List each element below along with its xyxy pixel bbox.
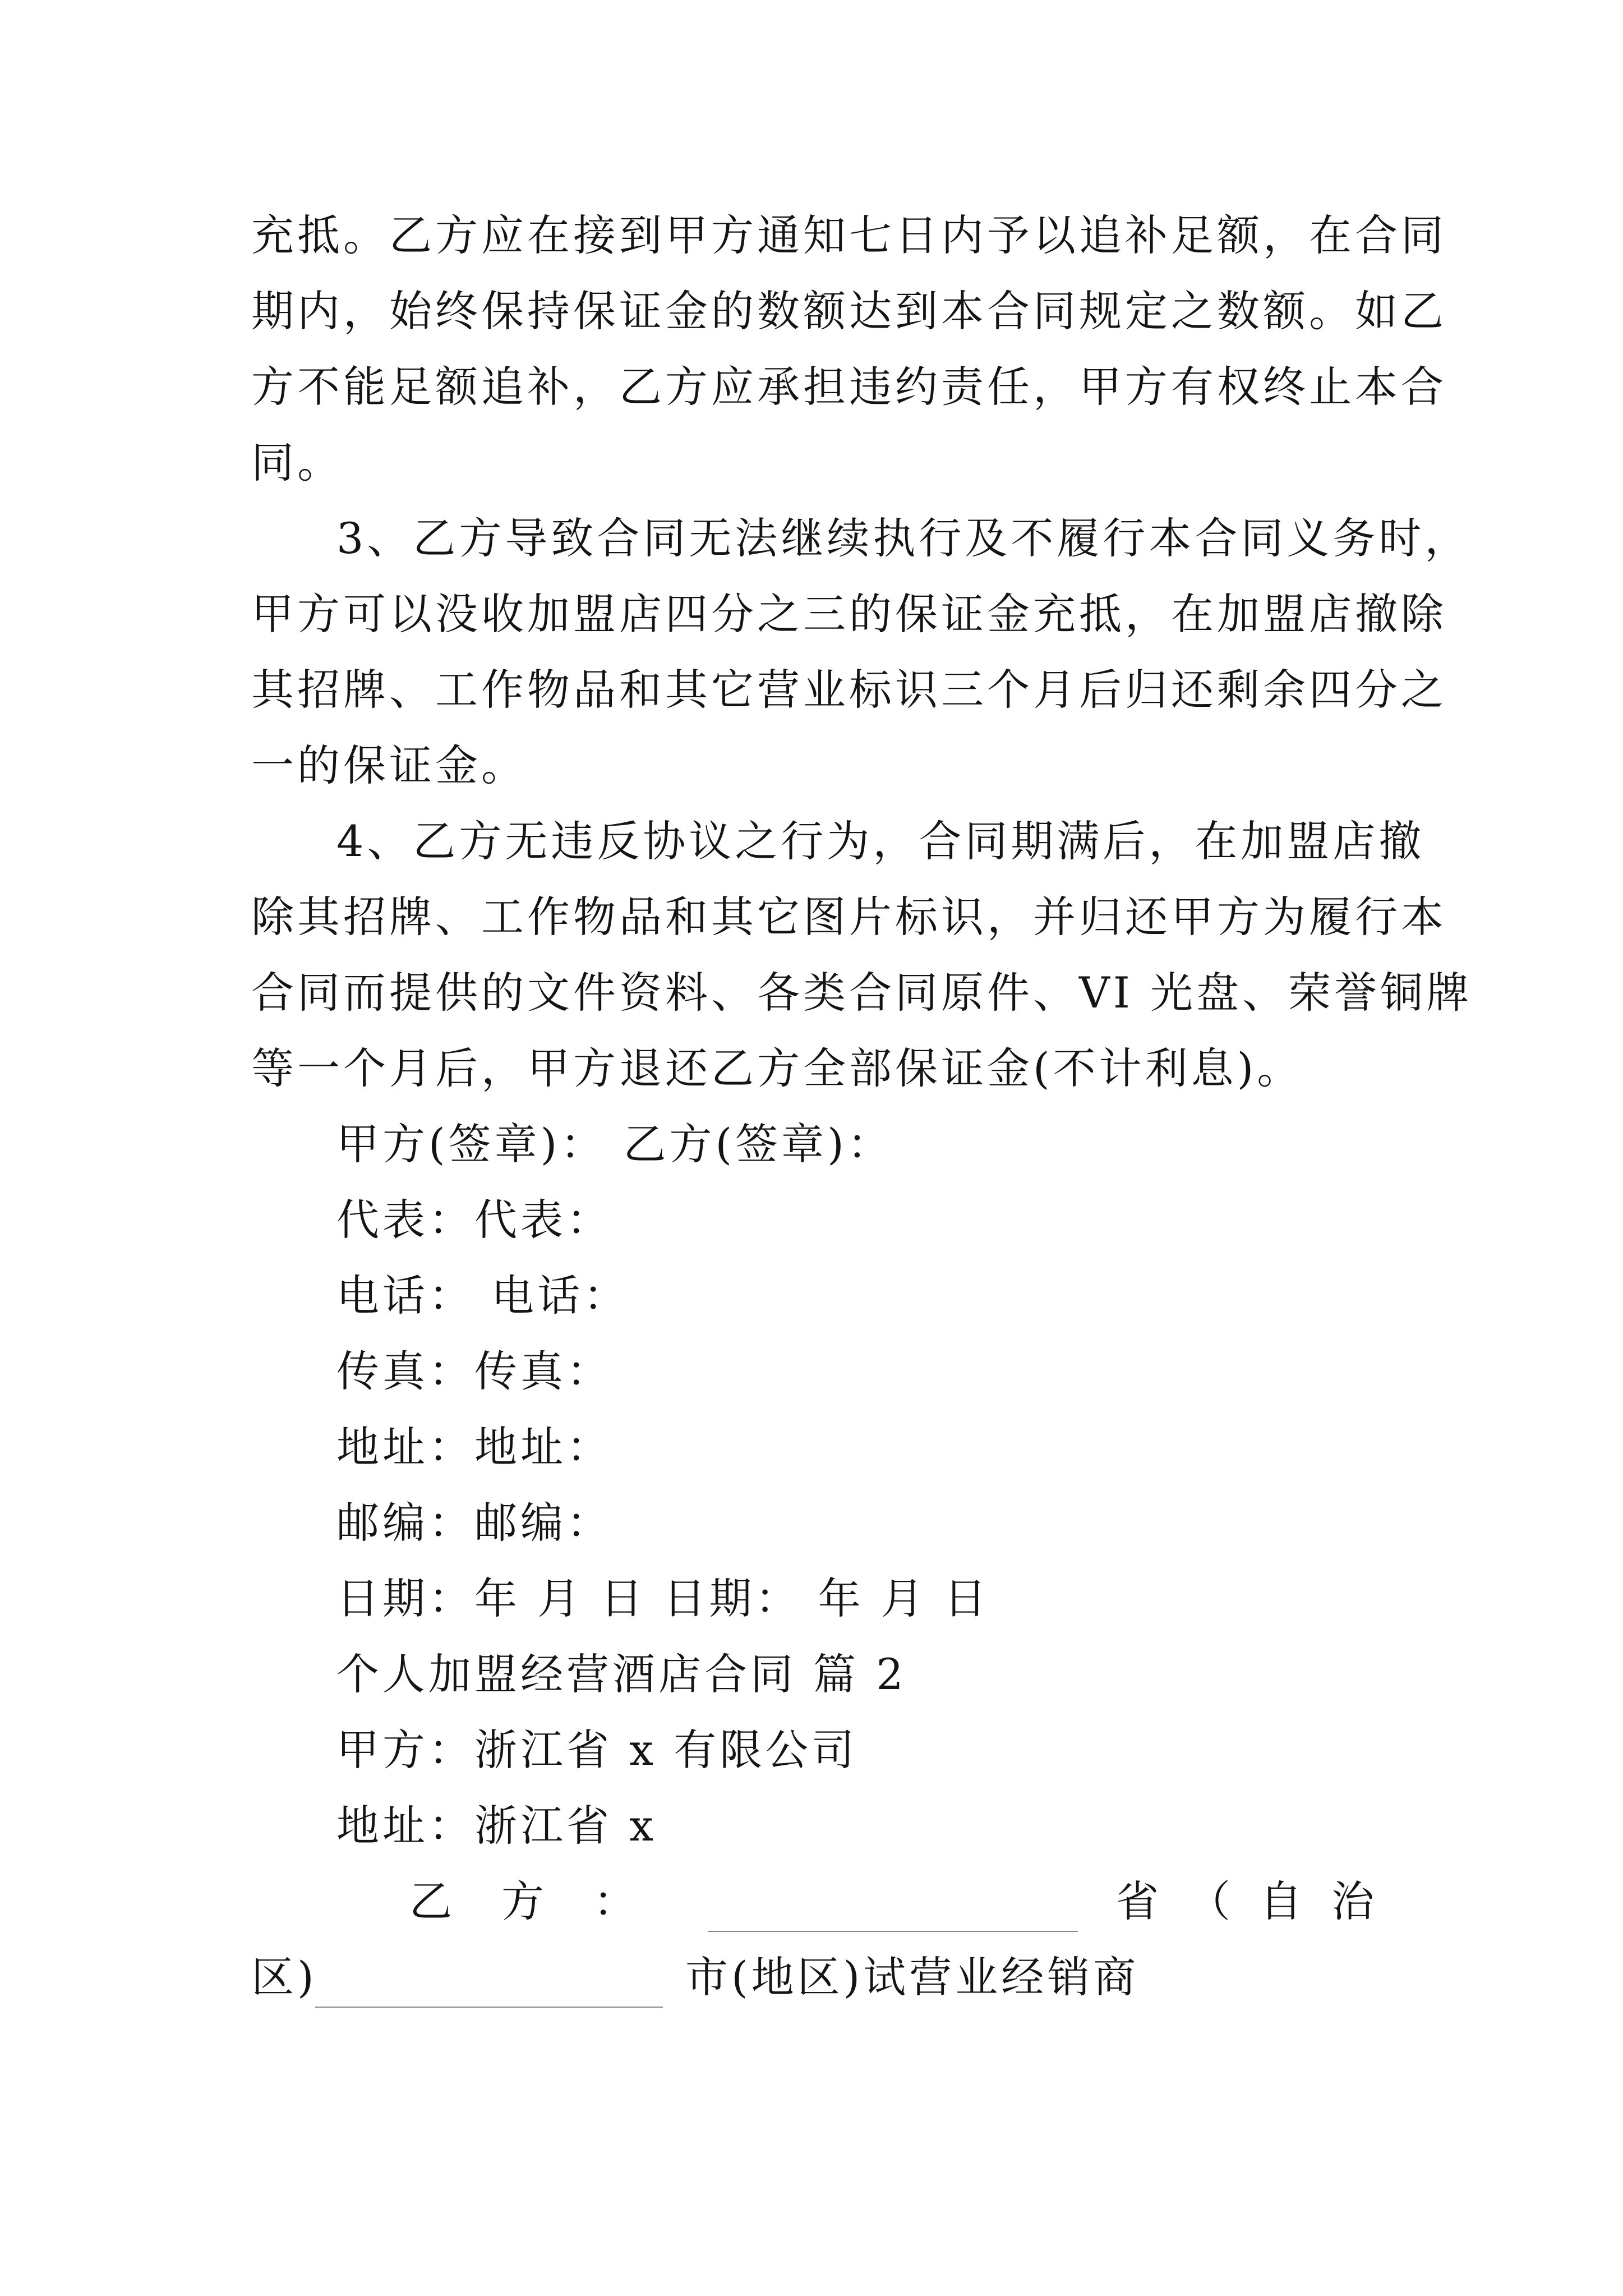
- signature-parties: 甲方(签章)： 乙方(签章)：: [336, 1119, 893, 1169]
- signature-postcode: 邮编：邮编：: [336, 1498, 612, 1548]
- clause-3-line: 甲方可以没收加盟店四分之三的保证金充抵，在加盟店撤除: [251, 589, 1447, 639]
- clause-4-line: 除其招牌、工作物品和其它图片标识，并归还甲方为履行本: [251, 892, 1447, 942]
- city-blank: [315, 1967, 663, 2008]
- party-a: 甲方：浙江省 x 有限公司: [336, 1725, 858, 1775]
- signature-address: 地址：地址：: [336, 1422, 612, 1472]
- clause-3-line: 其招牌、工作物品和其它营业标识三个月后归还剩余四分之: [251, 665, 1447, 715]
- paragraph-line: 充抵。乙方应在接到甲方通知七日内予以追补足额，在合同: [251, 210, 1447, 260]
- province-blank: [708, 1892, 1078, 1932]
- region-label: 区): [251, 1952, 317, 2002]
- paragraph-line: 同。: [251, 438, 343, 487]
- section-title: 个人加盟经营酒店合同 篇 2: [336, 1649, 907, 1699]
- city-label: 市(地区)试营业经销商: [685, 1952, 1140, 2002]
- party-b-label: 乙 方 ：: [409, 1876, 639, 1926]
- clause-4-line: 4、乙方无违反协议之行为，合同期满后，在加盟店撤: [336, 816, 1425, 866]
- clause-3-line: 3、乙方导致合同无法继续执行及不履行本合同义务时，: [336, 513, 1471, 563]
- paragraph-line: 方不能足额追补，乙方应承担违约责任，甲方有权终止本合: [251, 362, 1447, 412]
- signature-fax: 传真：传真：: [336, 1346, 612, 1396]
- party-a-address: 地址：浙江省 x: [336, 1801, 657, 1851]
- signature-date: 日期：年 月 日 日期： 年 月 日: [336, 1573, 990, 1623]
- clause-4-line: 合同而提供的文件资料、各类合同原件、VI 光盘、荣誉铜牌: [251, 968, 1473, 1018]
- paragraph-line: 期内，始终保持保证金的数额达到本合同规定之数额。如乙: [251, 286, 1447, 336]
- province-label: 省（自治: [1116, 1876, 1403, 1926]
- signature-representative: 代表：代表：: [336, 1195, 612, 1245]
- signature-phone: 电话： 电话：: [336, 1271, 630, 1320]
- clause-3-line: 一的保证金。: [251, 740, 527, 790]
- clause-4-line: 等一个月后，甲方退还乙方全部保证金(不计利息)。: [251, 1043, 1303, 1093]
